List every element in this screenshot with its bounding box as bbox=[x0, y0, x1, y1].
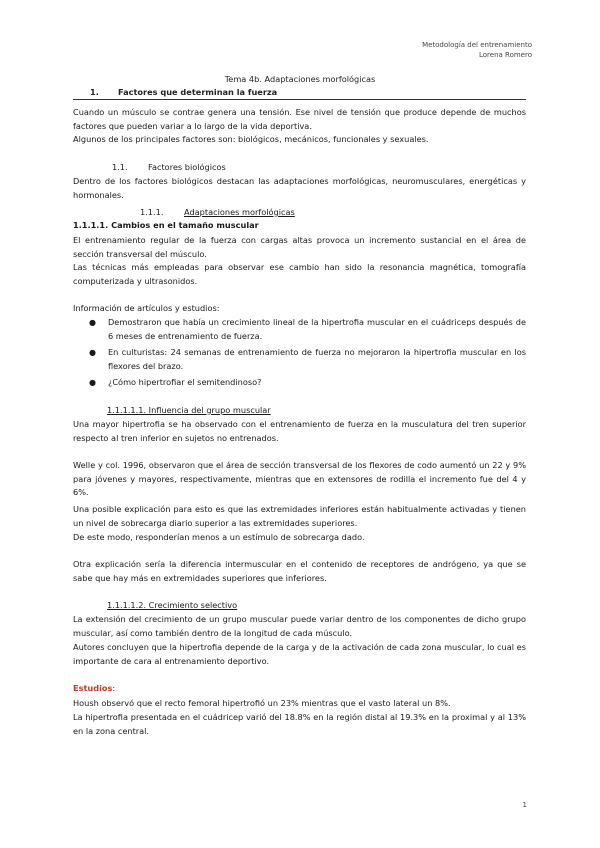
techniques-paragraph: Las técnicas más empleadas para observar ese cambio han sido la resonancia magnética, tomografía computerizada y ultrasonidos. bbox=[73, 262, 526, 286]
section-1-heading bbox=[90, 87, 277, 97]
authors-paragraph: Autores concluyen que la hipertrofia depende de la carga y de la activación de cada zona muscular, lo cual es importante de cara al entrenamiento deportivo. bbox=[73, 642, 526, 666]
muscle-size-paragraph: El entrenamiento regular de la fuerza con cargas altas provoca un incremento sustancial en el área de sección transversal del músculo. bbox=[73, 235, 526, 259]
document-title: Tema 4b. Adaptaciones morfológicas bbox=[224, 74, 376, 84]
section-number: 1.1.1. bbox=[140, 207, 164, 217]
selective-growth-paragraph: La extensión del crecimiento de un grupo muscular puede variar dentro de los componentes de dicho grupo muscular, así como también dentro de la longitud de cada músculo. bbox=[73, 614, 526, 638]
bullet-icon: ● bbox=[89, 318, 96, 327]
list-item: ● ¿Cómo hipertrofiar el semitendinoso? bbox=[73, 376, 526, 390]
studies-label: Estudios: bbox=[73, 683, 116, 693]
androgen-paragraph: Otra explicación sería la diferencia intermuscular en el contenido de receptores de andrógeno, ya que se sabe que hay más en extremidades superiores que inferiores. bbox=[73, 559, 526, 583]
section-1-1-1-1-1-heading: 1.1.1.1.1. Influencia del grupo muscular bbox=[107, 405, 271, 415]
section-1-1-1-1-2-heading: 1.1.1.1.2. Crecimiento selectivo bbox=[107, 600, 238, 610]
section-title: Adaptaciones morfológicas bbox=[184, 207, 295, 217]
section-1-1-heading bbox=[112, 162, 226, 172]
section-title: Factores biológicos bbox=[148, 162, 226, 172]
bullet-icon: ● bbox=[89, 378, 96, 388]
header-author: Lorena Romero bbox=[478, 51, 532, 59]
intro-factors: Algunos de los principales factores son: biológicos, mecánicos, funcionales y sexuales. bbox=[73, 134, 429, 144]
biological-factors-paragraph: Dentro de los factores biológicos destacan las adaptaciones morfológicas, neuromusculares, energéticas y hormonales. bbox=[73, 176, 526, 200]
page-header bbox=[422, 40, 532, 60]
studies-list bbox=[73, 316, 526, 393]
housh-study-paragraph: Housh observó que el recto femoral hipertrofió un 23% mientras que el vasto lateral un 8%. bbox=[73, 698, 451, 708]
quadriceps-study-paragraph: La hipertrofia presentada en el cuádricep varió del 18.8% en la región distal al 19.3% en la proximal y al 13% en la zona central. bbox=[73, 712, 526, 736]
section-1-1-1-heading bbox=[140, 207, 295, 217]
section-title: Factores que determinan la fuerza bbox=[118, 87, 278, 97]
conclusion-paragraph: De este modo, responderían menos a un estímulo de sobrecarga dado. bbox=[73, 532, 365, 542]
page-number: 1 bbox=[522, 801, 527, 809]
studies-info-title: Información de artículos y estudios: bbox=[73, 303, 220, 313]
bullet-icon: ● bbox=[89, 348, 96, 358]
heading-rule bbox=[73, 99, 526, 100]
intro-paragraph: Cuando un músculo se contrae genera una tensión. Ese nivel de tensión que produce depende de muchos factores que pueden variar a lo largo de la vida deportiva. bbox=[73, 107, 526, 131]
header-course: Metodología del entrenamiento bbox=[422, 41, 532, 49]
section-number: 1.1. bbox=[112, 162, 128, 172]
list-item: ● En culturistas: 24 semanas de entrenamiento de fuerza no mejoraron la hipertrofia muscular en los flexores del brazo. bbox=[89, 347, 526, 371]
explanation-paragraph: Una posible explicación para esto es que las extremidades inferiores están habitualmente activadas y tienen un nivel de sobrecarga diario superior a las extremidades superiores. bbox=[73, 504, 526, 528]
section-number: 1. bbox=[90, 87, 99, 97]
list-item: ● Demostraron que había un crecimiento lineal de la hipertrofia muscular en el cuádriceps después de 6 meses de entrenamiento de fuerza. bbox=[89, 317, 526, 341]
section-1-1-1-1-heading: 1.1.1.1. Cambios en el tamaño muscular bbox=[73, 220, 259, 230]
welle-study-paragraph: Welle y col. 1996, observaron que el área de sección transversal de los flexores de codo aumentó un 22 y 9% para jóvenes y mayores, respectivamente, mientras que en extensores de rodilla el incremento fue del 4 y 6%. bbox=[73, 460, 526, 498]
muscle-group-paragraph: Una mayor hipertrofia se ha observado con el entrenamiento de fuerza en la musculatura del tren superior respecto al tren inferior en sujetos no entrenados. bbox=[73, 419, 526, 443]
